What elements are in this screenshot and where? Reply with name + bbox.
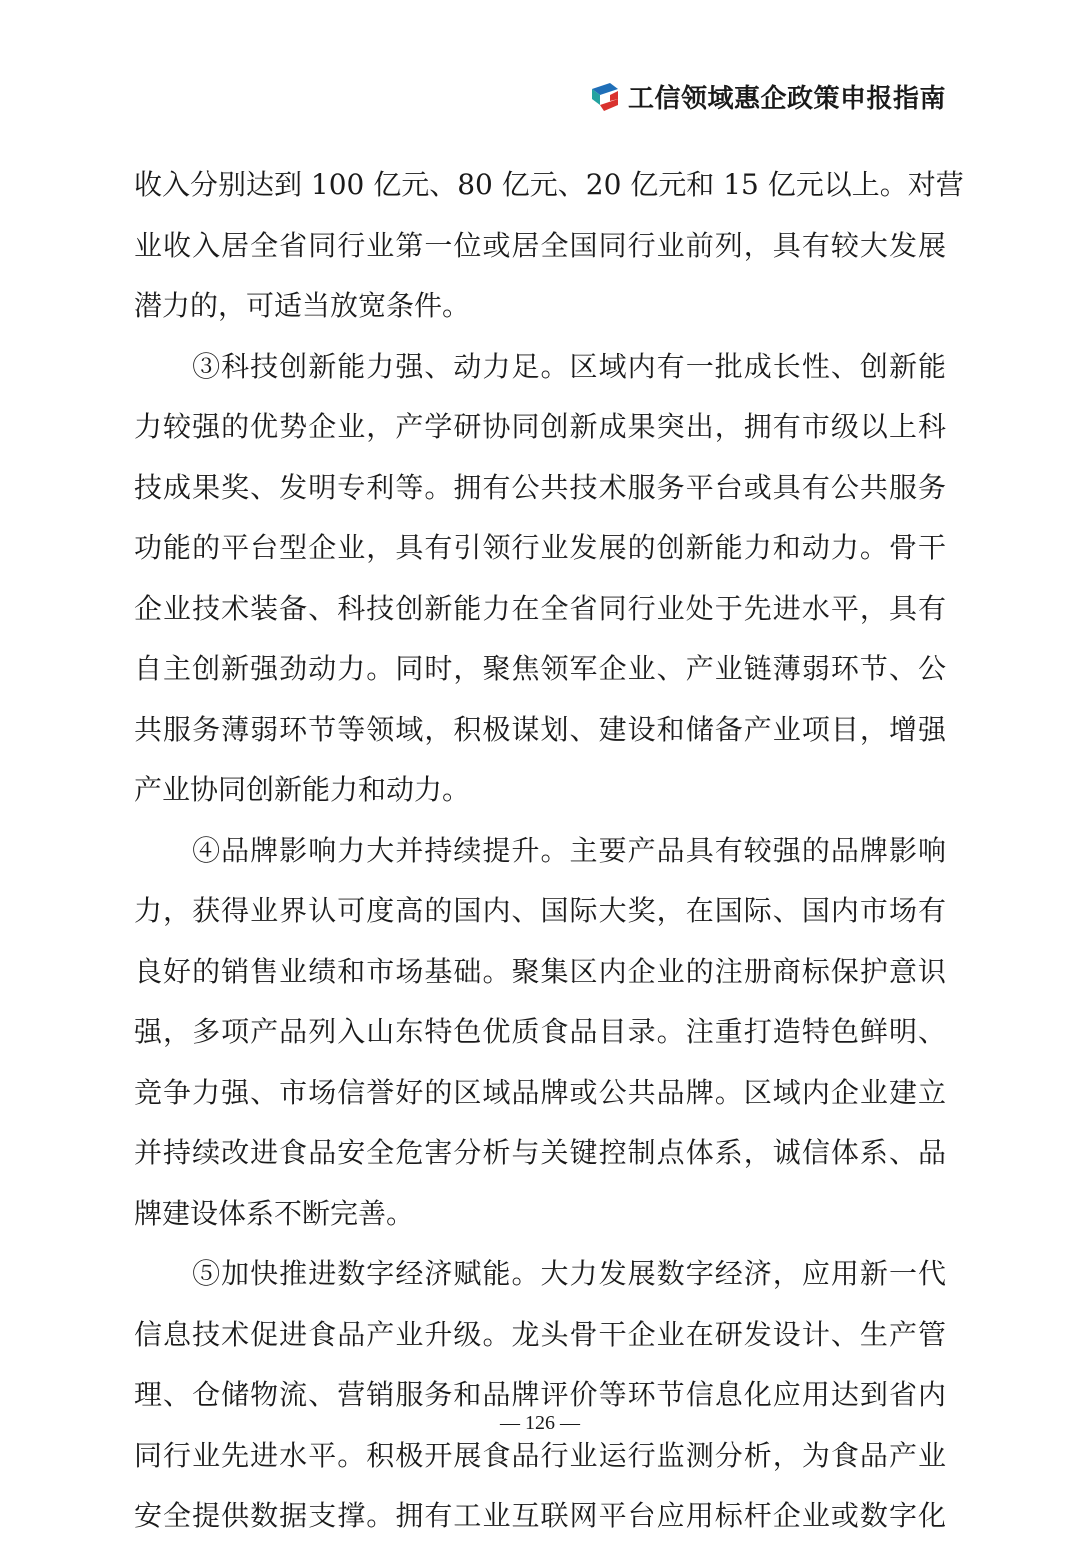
text-line: 业收入居全省同行业第一位或居全国同行业前列，具有较大发展 xyxy=(134,228,946,262)
text-line: 产业协同创新能力和动力。 xyxy=(134,773,471,806)
text-line: 牌建设体系不断完善。 xyxy=(134,1196,415,1230)
text-line: 收入分别达到 100 亿元、80 亿元、20 亿元和 15 亿元以上。对营 xyxy=(134,168,964,201)
text-line: 力，获得业界认可度高的国内、国际大奖，在国际、国内市场有 xyxy=(134,894,946,927)
text-line: 同行业先进水平。积极开展食品行业运行监测分析，为食品产业 xyxy=(134,1438,946,1472)
text-line: 安全提供数据支撑。拥有工业互联网平台应用标杆企业或数字化 xyxy=(134,1499,946,1532)
page-header xyxy=(588,76,946,116)
document-body xyxy=(134,155,964,1547)
guide-logo-icon xyxy=(588,79,622,113)
text-line: 竞争力强、市场信誉好的区域品牌或公共品牌。区域内企业建立 xyxy=(134,1075,946,1109)
text-line: 共服务薄弱环节等领域，积极谋划、建设和储备产业项目，增强 xyxy=(134,712,946,746)
page-number: — 126 — xyxy=(500,1412,580,1434)
header-title: 工信领域惠企政策申报指南 xyxy=(627,83,946,114)
text-line: 强，多项产品列入山东特色优质食品目录。注重打造特色鲜明、 xyxy=(134,1015,946,1048)
text-line: ③科技创新能力强、动力足。区域内有一批成长性、创新能 xyxy=(134,349,946,383)
text-line: 良好的销售业绩和市场基础。聚集区内企业的注册商标保护意识 xyxy=(134,954,946,988)
text-line: 力较强的优势企业，产学研协同创新成果突出，拥有市级以上科 xyxy=(134,410,946,443)
text-line: ④品牌影响力大并持续提升。主要产品具有较强的品牌影响 xyxy=(134,833,946,867)
text-line: 并持续改进食品安全危害分析与关键控制点体系，诚信体系、品 xyxy=(134,1136,946,1169)
text-line: 潜力的，可适当放宽条件。 xyxy=(134,289,471,322)
text-line: 企业技术装备、科技创新能力在全省同行业处于先进水平，具有 xyxy=(134,591,946,625)
text-line: 功能的平台型企业，具有引领行业发展的创新能力和动力。骨干 xyxy=(134,531,946,564)
text-line: ⑤加快推进数字经济赋能。大力发展数字经济，应用新一代 xyxy=(134,1257,946,1290)
text-line: 技成果奖、发明专利等。拥有公共技术服务平台或具有公共服务 xyxy=(134,470,946,504)
text-line: 信息技术促进食品产业升级。龙头骨干企业在研发设计、生产管 xyxy=(134,1317,946,1351)
text-line: 自主创新强劲动力。同时，聚焦领军企业、产业链薄弱环节、公 xyxy=(134,652,946,685)
text-line: 理、仓储物流、营销服务和品牌评价等环节信息化应用达到省内 xyxy=(134,1378,946,1411)
